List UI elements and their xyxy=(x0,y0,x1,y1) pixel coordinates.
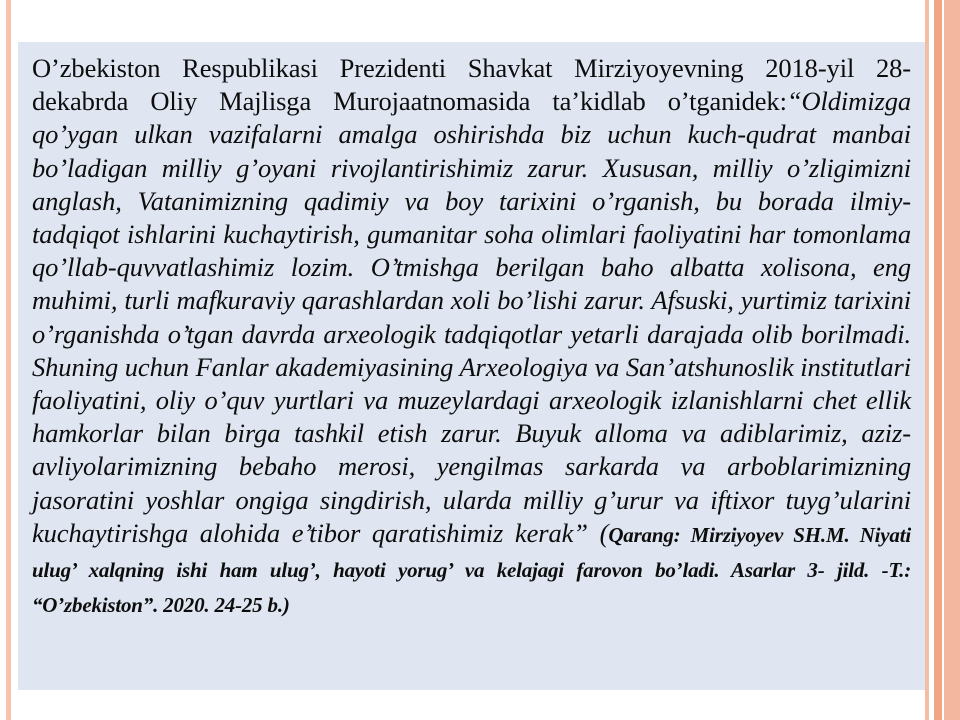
left-decorative-rule xyxy=(6,0,11,720)
right-thin-rule xyxy=(925,0,929,720)
citation-text: Qarang: Mirziyoyev SH.M. Niyati ulug’ xalqning ishi ham ulug’, hayoti yorug’ va kelajagi farovon bo’ladi. Asarlar 3- jild. -T.: “O’zbekiston”. 2020. 24-25 b.) xyxy=(32,522,911,618)
slide-paragraph xyxy=(32,52,911,622)
quote-text: “Oldimizga qo’ygan ulkan vazifalarni amalga oshirishda biz uchun kuch-qudrat manbai bo’ladigan milliy g’oyani rivojlantirishimiz zarur. Xususan, milliy o’zligimizni anglash, Vatanimizning qadimiy va boy tarixini o’rganish, bu borada ilmiy-tadqiqot ishlarini kuchaytirish, gumanitar soha olimlari faoliyatini har tomonlama qo’llab-quvvatlashimiz lozim. O’tmishga berilgan baho albatta xolisona, eng muhimi, turli mafkuraviy qarashlardan xoli bo’lishi zarur. Afsuski, yurtimiz tarixini o’rganishda o’tgan davrda arxeologik tadqiqotlar yetarli darajada olib borilmadi. Shuning uchun Fanlar akademiyasining Arxeologiya va San’atshunoslik institutlari faoliyatini, oliy o’quv yurtlari va muzeylardagi arxeologik izlanishlarni chet ellik hamkorlar bilan birga tashkil etish zarur. Buyuk alloma va adiblarimiz, aziz-avliyolarimizning bebaho merosi, yengilmas sarkarda va arboblarimizning jasoratini yoshlar ongiga singdirish, ularda milliy g’urur va iftixor tuyg’ularini kuchaytirishga alohida e’tibor qaratishimiz kerak” ( xyxy=(32,86,911,548)
intro-text: O’zbekiston Respublikasi Prezidenti Shavkat Mirziyoyevning 2018-yil 28-dekabrda Oliy Majlisga Murojaatnomasida ta’kidlab o’tganidek: xyxy=(32,53,911,117)
right-mid-band xyxy=(934,0,942,720)
right-wide-band xyxy=(944,0,960,720)
slide-content-box xyxy=(18,42,925,690)
